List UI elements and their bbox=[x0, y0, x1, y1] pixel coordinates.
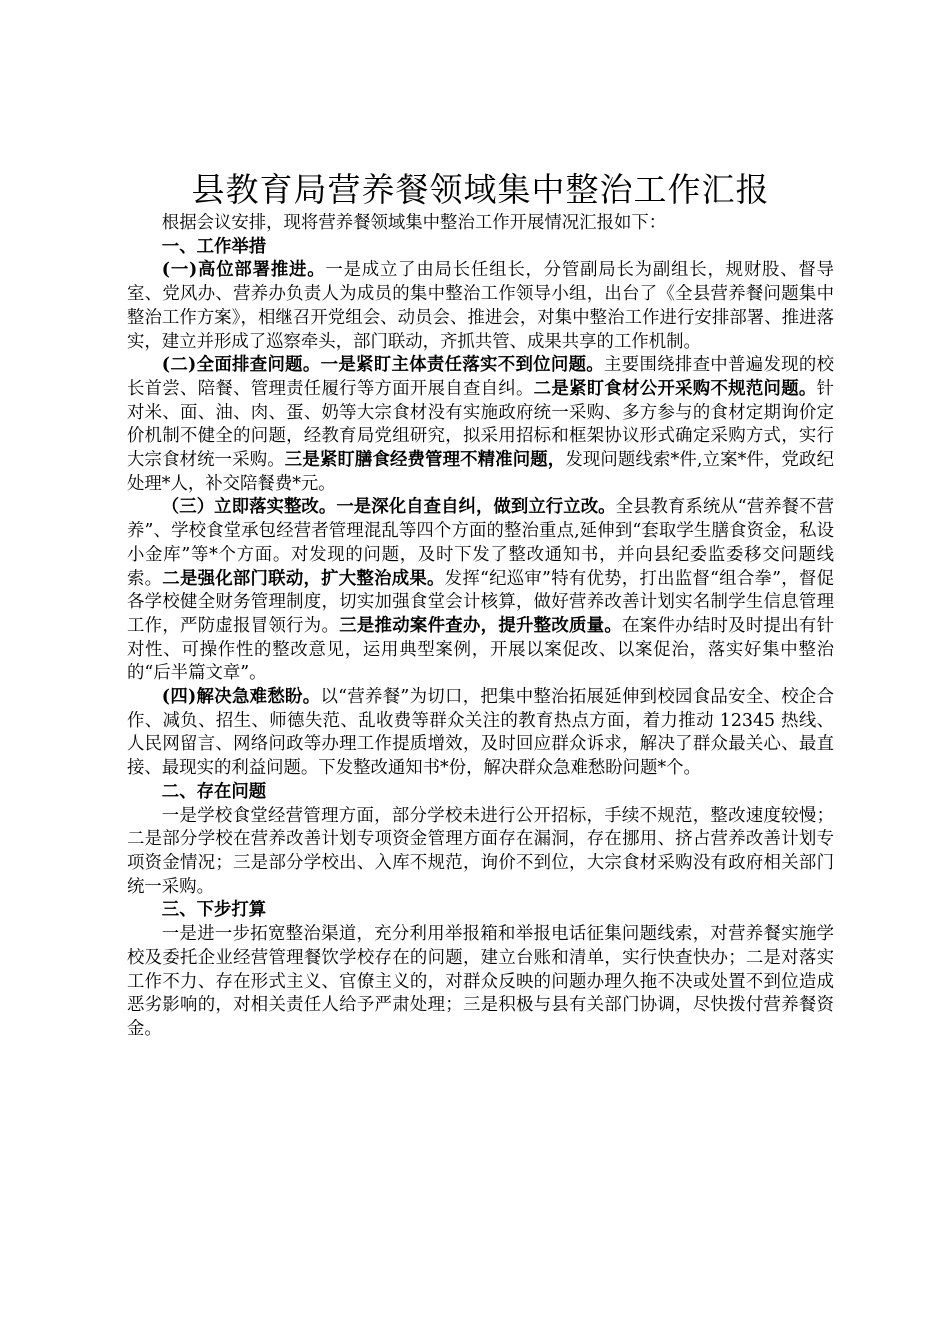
text-run: 一是进一步拓宽整治渠道，充分利用举报箱和举报电话征集问题线索，对营养餐实施学校及委托企业经营管理餐饮学校存在的问题，建立台账和清单，实行快查快办；二是对落实工作不力、存在形式主义、官僚主义的，对群众反映的问题办理久拖不决或处置不到位造成恶劣影响的，对相关责任人给予严肃处理；三是积极与县有关部门协调，尽快拨付营养餐资金。 bbox=[127, 924, 834, 1039]
text-run: 一是学校食堂经营管理方面，部分学校未进行公开招标，手续不规范，整改速度较慢；二是部分学校在营养改善计划专项资金管理方面存在漏洞，存在挪用、挤占营养改善计划专项资金情况；三是部分学校出、入库不规范，询价不到位，大宗食材采购没有政府相关部门统一采购。 bbox=[127, 805, 834, 897]
bold-run: 二是强化部门联动，扩大整治成果。 bbox=[162, 568, 445, 589]
text-run: 针对米、面、油、肉、蛋、奶等大宗食材没有实施政府统一采购、多方参与的食材定期询价定价机制不健全的问题，经教育局党组研究，拟采用招标和框架协议形式确定采购方式，实行大宗食材统一采购。 bbox=[127, 378, 834, 471]
document-page bbox=[127, 168, 834, 1042]
text-run: 在案件办结时及时提出有针对性、可操作性的整改意见，运用典型案例，开展以案促改、以案促治，落实好集中整治的“后半篇文章”。 bbox=[127, 615, 834, 684]
section-heading: 三、下步打算 bbox=[161, 900, 267, 921]
body-paragraph bbox=[127, 354, 834, 496]
bold-run: 三是推动案件查办，提升整改质量。 bbox=[339, 615, 623, 636]
body-paragraph bbox=[127, 923, 834, 1042]
document-body bbox=[127, 236, 834, 1042]
body-paragraph bbox=[127, 805, 834, 900]
section-heading: 一、工作举措 bbox=[161, 236, 267, 257]
body-paragraph bbox=[127, 496, 834, 686]
body-paragraph bbox=[127, 259, 834, 354]
text-run: 以“营养餐”为切口，把集中整治拓展延伸到校园食品安全、校企合作、减负、招生、师德失范、乱收费等群众关注的教育热点方面，着力推动 12345 热线、人民网留言、网络问政等办理工作提质增效，及时回应群众诉求，解决了群众最关心、最直接、最现实的利益问题。下发整改通知书*份，解决群众急难愁盼问题*个。 bbox=[127, 687, 834, 779]
bold-run: 二是紧盯食材公开采购不规范问题。 bbox=[533, 378, 817, 399]
section-heading: 二、存在问题 bbox=[161, 781, 267, 802]
text-run: 主要围绕排查中普遍发现的校长首尝、陪餐、管理责任履行等方面开展自查自纠。 bbox=[127, 355, 834, 399]
text-run: 发现问题线索*件,立案*件，党政纪处理*人，补交陪餐费*元。 bbox=[127, 450, 834, 494]
intro-paragraph: 根据会议安排，现将营养餐领域集中整治工作开展情况汇报如下： bbox=[161, 213, 667, 233]
bold-run: （三）立即落实整改。一是深化自查自纠，做到立行立改。 bbox=[161, 497, 616, 518]
document-title: 县教育局营养餐领域集中整治工作汇报 bbox=[191, 170, 770, 209]
bold-run: (四)解决急难愁盼。 bbox=[161, 687, 321, 708]
bold-run: (一)高位部署推进。 bbox=[161, 260, 326, 281]
text-run: 全县教育系统从“营养餐不营养”、学校食堂承包经营者管理混乱等四个方面的整治重点,延伸到“套取学生膳食资金，私设小金库”等*个方面。对发现的问题，及时下发了整改通知书，并向县纪委监委移交问题线索。 bbox=[127, 497, 834, 589]
bold-run: (二)全面排查问题。一是紧盯主体责任落实不到位问题。 bbox=[161, 355, 605, 376]
bold-run: 三是紧盯膳食经费管理不精准问题， bbox=[284, 450, 566, 471]
text-run: 一是成立了由局长任组长，分管副局长为副组长，规财股、督导室、党风办、营养办负责人为成员的集中整治工作领导小组，出台了《全县营养餐问题集中整治工作方案》，相继召开党组会、动员会、推进会，对集中整治工作进行安排部署、推进落实，建立并形成了巡察牵头，部门联动，齐抓共管、成果共享的工作机制。 bbox=[127, 260, 834, 352]
text-run: 发挥“纪巡审”特有优势，打出监督“组合拳”，督促各学校健全财务管理制度，切实加强食堂会计核算，做好营养改善计划实名制学生信息管理工作，严防虚报冒领行为。 bbox=[127, 568, 834, 636]
body-paragraph bbox=[127, 686, 834, 781]
